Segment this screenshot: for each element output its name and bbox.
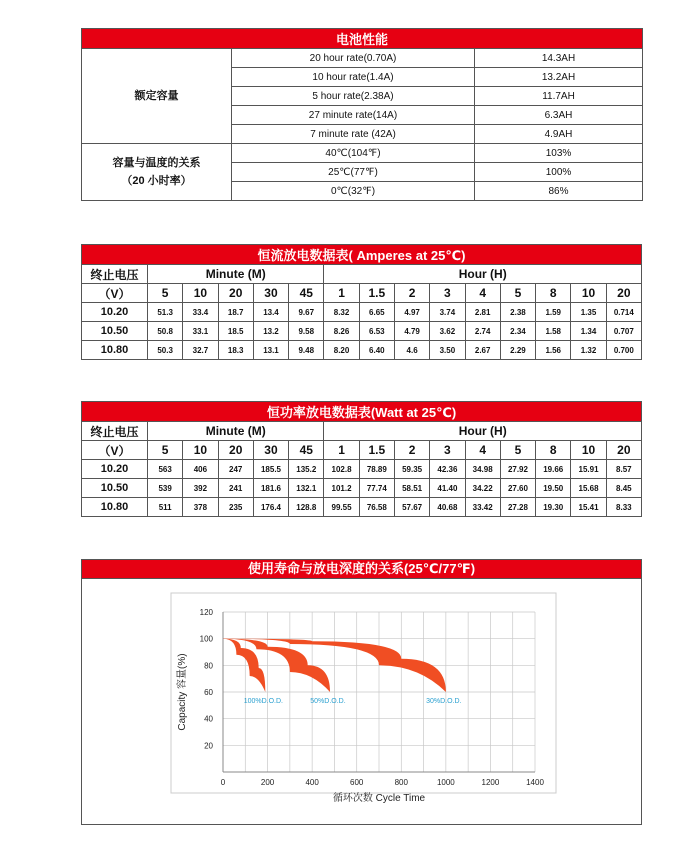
rated-capacity-label: 额定容量 bbox=[82, 49, 232, 144]
table-cell: 76.58 bbox=[359, 498, 394, 517]
table-cell: 32.7 bbox=[183, 341, 218, 360]
table-cell: 135.2 bbox=[289, 460, 324, 479]
hour-col-header: 2 bbox=[394, 284, 429, 303]
table-cell: 13.2 bbox=[253, 322, 288, 341]
minute-group-label: Minute (M) bbox=[148, 422, 324, 441]
table-cell: 1.34 bbox=[571, 322, 606, 341]
hour-col-header: 10 bbox=[571, 441, 606, 460]
hour-col-header: 3 bbox=[430, 441, 465, 460]
table-cell: 378 bbox=[183, 498, 218, 517]
table-cell: 77.74 bbox=[359, 479, 394, 498]
hour-col-header: 5 bbox=[500, 284, 535, 303]
y-tick-label: 100 bbox=[199, 634, 213, 644]
table-cell: 42.36 bbox=[430, 460, 465, 479]
battery-performance-block bbox=[81, 28, 642, 201]
table-cell: 13.4 bbox=[253, 303, 288, 322]
hour-col-header: 8 bbox=[536, 284, 571, 303]
hour-col-header: 5 bbox=[500, 441, 535, 460]
table-cell: 34.98 bbox=[465, 460, 500, 479]
table-cell: 0.707 bbox=[606, 322, 641, 341]
temperature-value: 25℃(77℉) bbox=[232, 163, 475, 182]
minute-col-header: 10 bbox=[183, 284, 218, 303]
x-tick-label: 0 bbox=[220, 778, 226, 787]
table-cell: 59.35 bbox=[394, 460, 429, 479]
ampere-discharge-block bbox=[81, 244, 642, 360]
hour-col-header: 20 bbox=[606, 441, 641, 460]
table-cell: 27.92 bbox=[500, 460, 535, 479]
table-cell: 101.2 bbox=[324, 479, 359, 498]
minute-col-header: 45 bbox=[289, 441, 324, 460]
capacity-rate: 27 minute rate(14A) bbox=[232, 106, 475, 125]
hour-col-header: 3 bbox=[430, 284, 465, 303]
hour-col-header: 8 bbox=[536, 441, 571, 460]
temperature-label-line2: （20 小时率） bbox=[121, 175, 192, 187]
table-cell: 2.81 bbox=[465, 303, 500, 322]
series-label: 30%D.O.D. bbox=[426, 698, 462, 705]
temperature-value: 40℃(104℉) bbox=[232, 144, 475, 163]
table-cell: 247 bbox=[218, 460, 253, 479]
table-cell: 241 bbox=[218, 479, 253, 498]
table-row bbox=[82, 303, 642, 322]
table-cell: 4.79 bbox=[394, 322, 429, 341]
capacity-value: 11.7AH bbox=[475, 87, 643, 106]
voltage-unit: （V） bbox=[82, 284, 148, 303]
minute-col-header: 5 bbox=[148, 284, 183, 303]
x-tick-label: 1200 bbox=[481, 778, 500, 787]
battery-performance-table bbox=[81, 28, 643, 201]
table-cell: 8.26 bbox=[324, 322, 359, 341]
x-tick-label: 400 bbox=[305, 778, 319, 787]
table-cell: 1.32 bbox=[571, 341, 606, 360]
cutoff-voltage: 10.20 bbox=[82, 460, 148, 479]
cycle-life-chart-block bbox=[81, 559, 642, 825]
watt-discharge-block bbox=[81, 401, 642, 517]
temperature-capacity: 100% bbox=[475, 163, 643, 182]
table-cell: 78.89 bbox=[359, 460, 394, 479]
hour-col-header: 1.5 bbox=[359, 441, 394, 460]
cycle-life-chart bbox=[82, 579, 641, 825]
capacity-rate: 10 hour rate(1.4A) bbox=[232, 68, 475, 87]
table-cell: 132.1 bbox=[289, 479, 324, 498]
table-cell: 511 bbox=[148, 498, 183, 517]
minute-group-label: Minute (M) bbox=[148, 265, 324, 284]
table-row bbox=[82, 498, 642, 517]
table-cell: 2.74 bbox=[465, 322, 500, 341]
temperature-value: 0℃(32℉) bbox=[232, 182, 475, 201]
hour-group-label: Hour (H) bbox=[324, 265, 642, 284]
table-cell: 41.40 bbox=[430, 479, 465, 498]
table-row bbox=[82, 322, 642, 341]
temperature-relation-label bbox=[82, 144, 232, 201]
table-cell: 15.41 bbox=[571, 498, 606, 517]
minute-col-header: 10 bbox=[183, 441, 218, 460]
capacity-value: 14.3AH bbox=[475, 49, 643, 68]
watt-table-title: 恒功率放电数据表(Watt at 25℃) bbox=[82, 402, 642, 422]
hour-col-header: 20 bbox=[606, 284, 641, 303]
table-cell: 33.42 bbox=[465, 498, 500, 517]
hour-col-header: 2 bbox=[394, 441, 429, 460]
table-cell: 27.28 bbox=[500, 498, 535, 517]
chart-frame bbox=[171, 593, 556, 793]
hour-col-header: 10 bbox=[571, 284, 606, 303]
table-cell: 18.5 bbox=[218, 322, 253, 341]
table-cell: 406 bbox=[183, 460, 218, 479]
table-cell: 58.51 bbox=[394, 479, 429, 498]
table-cell: 6.40 bbox=[359, 341, 394, 360]
table-cell: 176.4 bbox=[253, 498, 288, 517]
table-cell: 18.7 bbox=[218, 303, 253, 322]
table-cell: 3.50 bbox=[430, 341, 465, 360]
table-cell: 1.35 bbox=[571, 303, 606, 322]
y-tick-label: 20 bbox=[204, 741, 213, 751]
minute-col-header: 30 bbox=[253, 284, 288, 303]
table-cell: 392 bbox=[183, 479, 218, 498]
table-cell: 19.30 bbox=[536, 498, 571, 517]
table-cell: 15.91 bbox=[571, 460, 606, 479]
table-cell: 8.57 bbox=[606, 460, 641, 479]
table-row bbox=[82, 460, 642, 479]
cutoff-voltage: 10.80 bbox=[82, 341, 148, 360]
table-cell: 2.67 bbox=[465, 341, 500, 360]
table-cell: 27.60 bbox=[500, 479, 535, 498]
table-cell: 8.33 bbox=[606, 498, 641, 517]
capacity-value: 4.9AH bbox=[475, 125, 643, 144]
x-tick-label: 1000 bbox=[436, 778, 455, 787]
table-cell: 8.45 bbox=[606, 479, 641, 498]
minute-col-header: 45 bbox=[289, 284, 324, 303]
minute-col-header: 5 bbox=[148, 441, 183, 460]
table-row bbox=[82, 479, 642, 498]
table-cell: 3.62 bbox=[430, 322, 465, 341]
table-cell: 9.58 bbox=[289, 322, 324, 341]
table-cell: 8.20 bbox=[324, 341, 359, 360]
hour-col-header: 1 bbox=[324, 284, 359, 303]
hour-col-header: 1 bbox=[324, 441, 359, 460]
watt-discharge-table bbox=[81, 401, 642, 517]
table-cell: 2.38 bbox=[500, 303, 535, 322]
performance-title: 电池性能 bbox=[82, 29, 643, 49]
table-cell: 15.68 bbox=[571, 479, 606, 498]
table-cell: 34.22 bbox=[465, 479, 500, 498]
table-cell: 51.3 bbox=[148, 303, 183, 322]
y-tick-label: 80 bbox=[204, 661, 213, 671]
table-cell: 0.700 bbox=[606, 341, 641, 360]
table-cell: 13.1 bbox=[253, 341, 288, 360]
x-tick-label: 1400 bbox=[526, 778, 544, 787]
chart-title: 使用寿命与放电深度的关系(25℃/77℉) bbox=[82, 560, 641, 579]
y-tick-label: 120 bbox=[199, 608, 213, 617]
table-cell: 9.67 bbox=[289, 303, 324, 322]
table-cell: 40.68 bbox=[430, 498, 465, 517]
table-cell: 1.58 bbox=[536, 322, 571, 341]
hour-group-label: Hour (H) bbox=[324, 422, 642, 441]
table-cell: 181.6 bbox=[253, 479, 288, 498]
series-label: 100%D.O.D. bbox=[243, 698, 283, 705]
table-cell: 50.3 bbox=[148, 341, 183, 360]
table-cell: 1.56 bbox=[536, 341, 571, 360]
table-cell: 539 bbox=[148, 479, 183, 498]
table-cell: 2.29 bbox=[500, 341, 535, 360]
voltage-unit: （V） bbox=[82, 441, 148, 460]
hour-col-header: 4 bbox=[465, 441, 500, 460]
cutoff-voltage: 10.50 bbox=[82, 322, 148, 341]
hour-col-header: 4 bbox=[465, 284, 500, 303]
table-cell: 19.50 bbox=[536, 479, 571, 498]
table-cell: 102.8 bbox=[324, 460, 359, 479]
table-cell: 33.1 bbox=[183, 322, 218, 341]
y-tick-label: 40 bbox=[204, 714, 213, 724]
table-cell: 6.53 bbox=[359, 322, 394, 341]
table-cell: 50.8 bbox=[148, 322, 183, 341]
capacity-value: 13.2AH bbox=[475, 68, 643, 87]
ampere-table-title: 恒流放电数据表( Amperes at 25℃) bbox=[82, 245, 642, 265]
table-cell: 235 bbox=[218, 498, 253, 517]
capacity-value: 6.3AH bbox=[475, 106, 643, 125]
capacity-rate: 7 minute rate (42A) bbox=[232, 125, 475, 144]
table-cell: 2.34 bbox=[500, 322, 535, 341]
temperature-capacity: 86% bbox=[475, 182, 643, 201]
table-cell: 0.714 bbox=[606, 303, 641, 322]
minute-col-header: 30 bbox=[253, 441, 288, 460]
ampere-discharge-table bbox=[81, 244, 642, 360]
capacity-rate: 20 hour rate(0.70A) bbox=[232, 49, 475, 68]
x-tick-label: 800 bbox=[394, 778, 408, 787]
minute-col-header: 20 bbox=[218, 284, 253, 303]
y-axis-title: Capacity 容量(%) bbox=[177, 653, 188, 731]
voltage-label: 终止电压 bbox=[82, 422, 148, 441]
table-cell: 1.59 bbox=[536, 303, 571, 322]
temperature-capacity: 103% bbox=[475, 144, 643, 163]
table-cell: 33.4 bbox=[183, 303, 218, 322]
hour-col-header: 1.5 bbox=[359, 284, 394, 303]
x-tick-label: 200 bbox=[260, 778, 275, 787]
series-label: 50%D.O.D. bbox=[310, 698, 346, 705]
table-cell: 4.97 bbox=[394, 303, 429, 322]
table-cell: 563 bbox=[148, 460, 183, 479]
capacity-rate: 5 hour rate(2.38A) bbox=[232, 87, 475, 106]
table-cell: 3.74 bbox=[430, 303, 465, 322]
table-cell: 4.6 bbox=[394, 341, 429, 360]
table-cell: 9.48 bbox=[289, 341, 324, 360]
table-row bbox=[82, 341, 642, 360]
y-tick-label: 60 bbox=[204, 688, 213, 697]
table-cell: 99.55 bbox=[324, 498, 359, 517]
cutoff-voltage: 10.20 bbox=[82, 303, 148, 322]
cutoff-voltage: 10.80 bbox=[82, 498, 148, 517]
table-cell: 8.32 bbox=[324, 303, 359, 322]
table-cell: 57.67 bbox=[394, 498, 429, 517]
table-cell: 19.66 bbox=[536, 460, 571, 479]
x-axis-title: 循环次数 Cycle Time bbox=[332, 793, 426, 804]
table-cell: 6.65 bbox=[359, 303, 394, 322]
voltage-label: 终止电压 bbox=[82, 265, 148, 284]
table-cell: 128.8 bbox=[289, 498, 324, 517]
x-tick-label: 600 bbox=[350, 778, 364, 787]
table-cell: 18.3 bbox=[218, 341, 253, 360]
temperature-label-line1: 容量与温度的关系 bbox=[112, 157, 201, 169]
minute-col-header: 20 bbox=[218, 441, 253, 460]
table-cell: 185.5 bbox=[253, 460, 288, 479]
cutoff-voltage: 10.50 bbox=[82, 479, 148, 498]
